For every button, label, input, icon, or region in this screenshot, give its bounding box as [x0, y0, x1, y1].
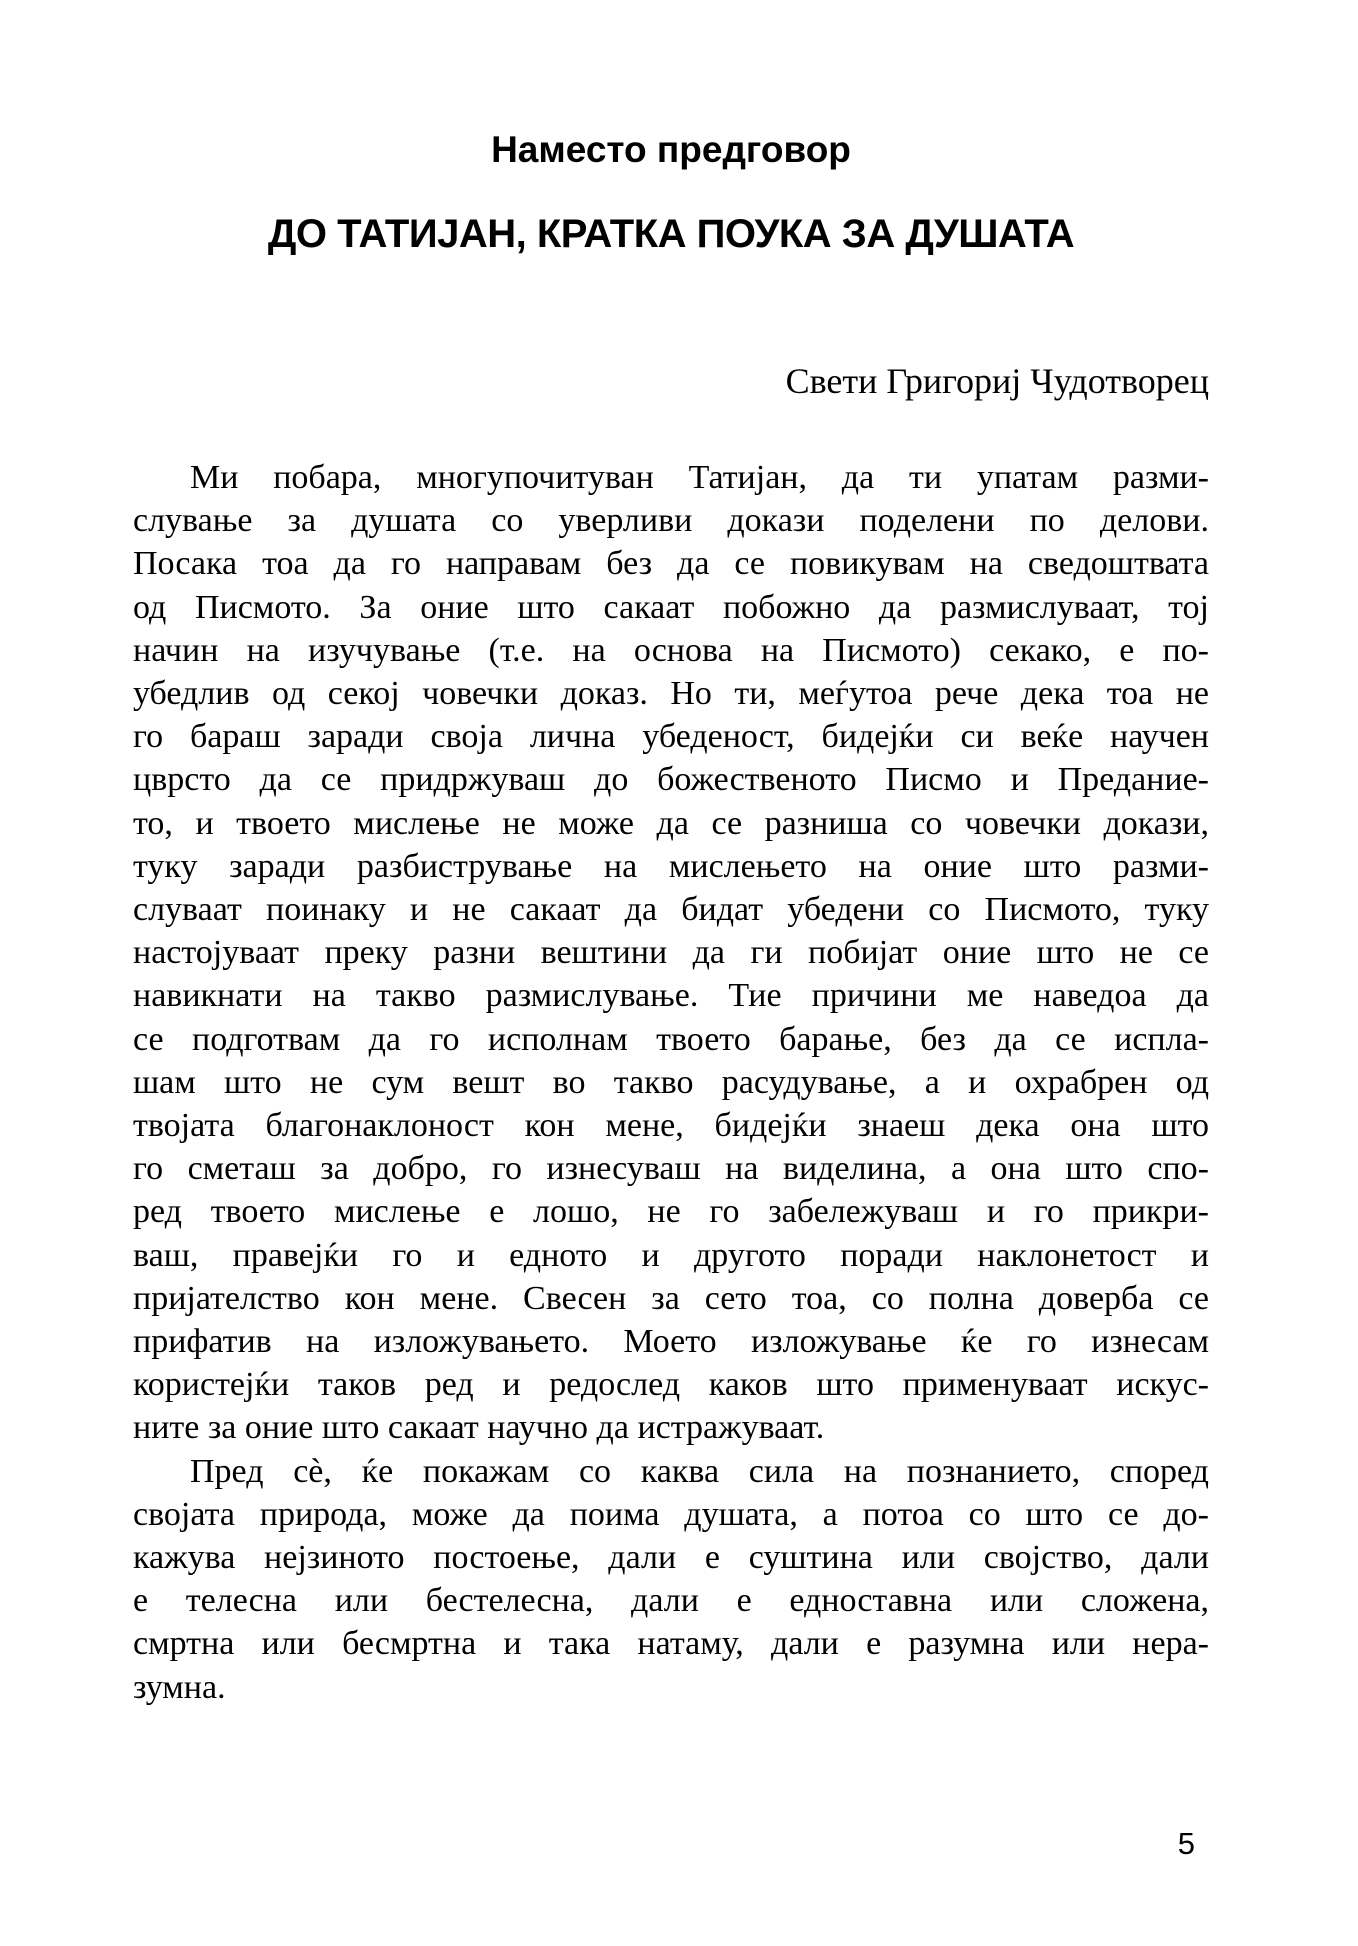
text-line: убедлив од секој човечки доказ. Но ти, меѓутоа рече дека тоа не [133, 675, 1209, 713]
text-line: цврсто да се придржуваш до божественото Писмо и Предание- [133, 761, 1209, 799]
text-line: начин на изучување (т.е. на основа на Писмото) секако, е по- [133, 631, 1209, 669]
text-line: е телесна или бестелесна, дали е едноставна или сложена, [133, 1582, 1209, 1620]
text-line: користејќи таков ред и редослед каков што применуваат искус- [133, 1366, 1209, 1404]
text-line: твојата благонаклоност кон мене, бидејќи знаеш дека она што [133, 1107, 1209, 1145]
paragraph [133, 456, 1209, 1450]
text-line: слуваат поинаку и не сакаат да бидат убедени со Писмото, туку [133, 891, 1209, 929]
text-line: Пред сѐ, ќе покажам со каква сила на познанието, според [190, 1452, 1209, 1490]
text-line: се подготвам да го исполнам твоето барање, без да се испла- [133, 1020, 1209, 1058]
text-line: ред твоето мислење е лошо, не го забележуваш и го прикри- [133, 1193, 1209, 1231]
text-line: ваш, правејќи го и едното и другото поради наклонетост и [133, 1236, 1209, 1274]
text-line: кажува нејзиното постоење, дали е суштина или својство, дали [133, 1539, 1209, 1577]
section-pretitle: Наместо предговор [491, 129, 851, 170]
text-line: Посака тоа да го направам без да се повикувам на сведоштвата [133, 545, 1209, 583]
text-line: навикнати на такво размислување. Тие причини ме наведоа да [133, 977, 1209, 1015]
text-line: то, и твоето мислење не може да се разниша со човечки докази, [133, 804, 1209, 842]
text-line: Ми побара, многупочитуван Татијан, да ти упатам разми- [190, 459, 1209, 496]
text-line: туку заради разбистрување на мислењето на оние што разми- [133, 847, 1209, 885]
text-line: ните за оние што сакаат научно да истражуваат. [133, 1409, 825, 1447]
text-line: настојуваат преку разни вештини да ги побијат оние што не се [133, 934, 1209, 972]
text-line: слување за душата со уверливи докази поделени по делови. [133, 502, 1209, 540]
text-line: го бараш заради своја лична убеденост, бидејќи си веќе научен [133, 718, 1209, 756]
text-line: зумна. [133, 1668, 226, 1706]
text-block [133, 0, 1209, 1709]
page-number: 5 [1177, 1826, 1195, 1861]
text-line: својата природа, може да поима душата, а потоа со што се до- [133, 1495, 1209, 1533]
body-text [133, 456, 1209, 1709]
text-line: го сметаш за добро, го изнесуваш на виделина, а она што спо- [133, 1150, 1209, 1188]
text-line: прифатив на изложувањето. Моето изложување ќе го изнесам [133, 1323, 1209, 1361]
text-line: смртна или бесмртна и така натаму, дали е разумна или нера- [133, 1625, 1209, 1663]
text-line: од Писмото. За оние што сакаат побожно да размислуваат, тој [133, 588, 1209, 626]
text-line: пријателство кон мене. Свесен за сето тоа, со полна доверба се [133, 1279, 1209, 1317]
chapter-title: ДО ТАТИЈАН, КРАТКА ПОУКА ЗА ДУШАТА [267, 212, 1075, 256]
paragraph [133, 1450, 1209, 1709]
author-name: Свети Григориј Чудотворец [785, 361, 1209, 401]
text-line: шам што не сум вешт во такво расудување, а и охрабрен од [133, 1063, 1209, 1101]
